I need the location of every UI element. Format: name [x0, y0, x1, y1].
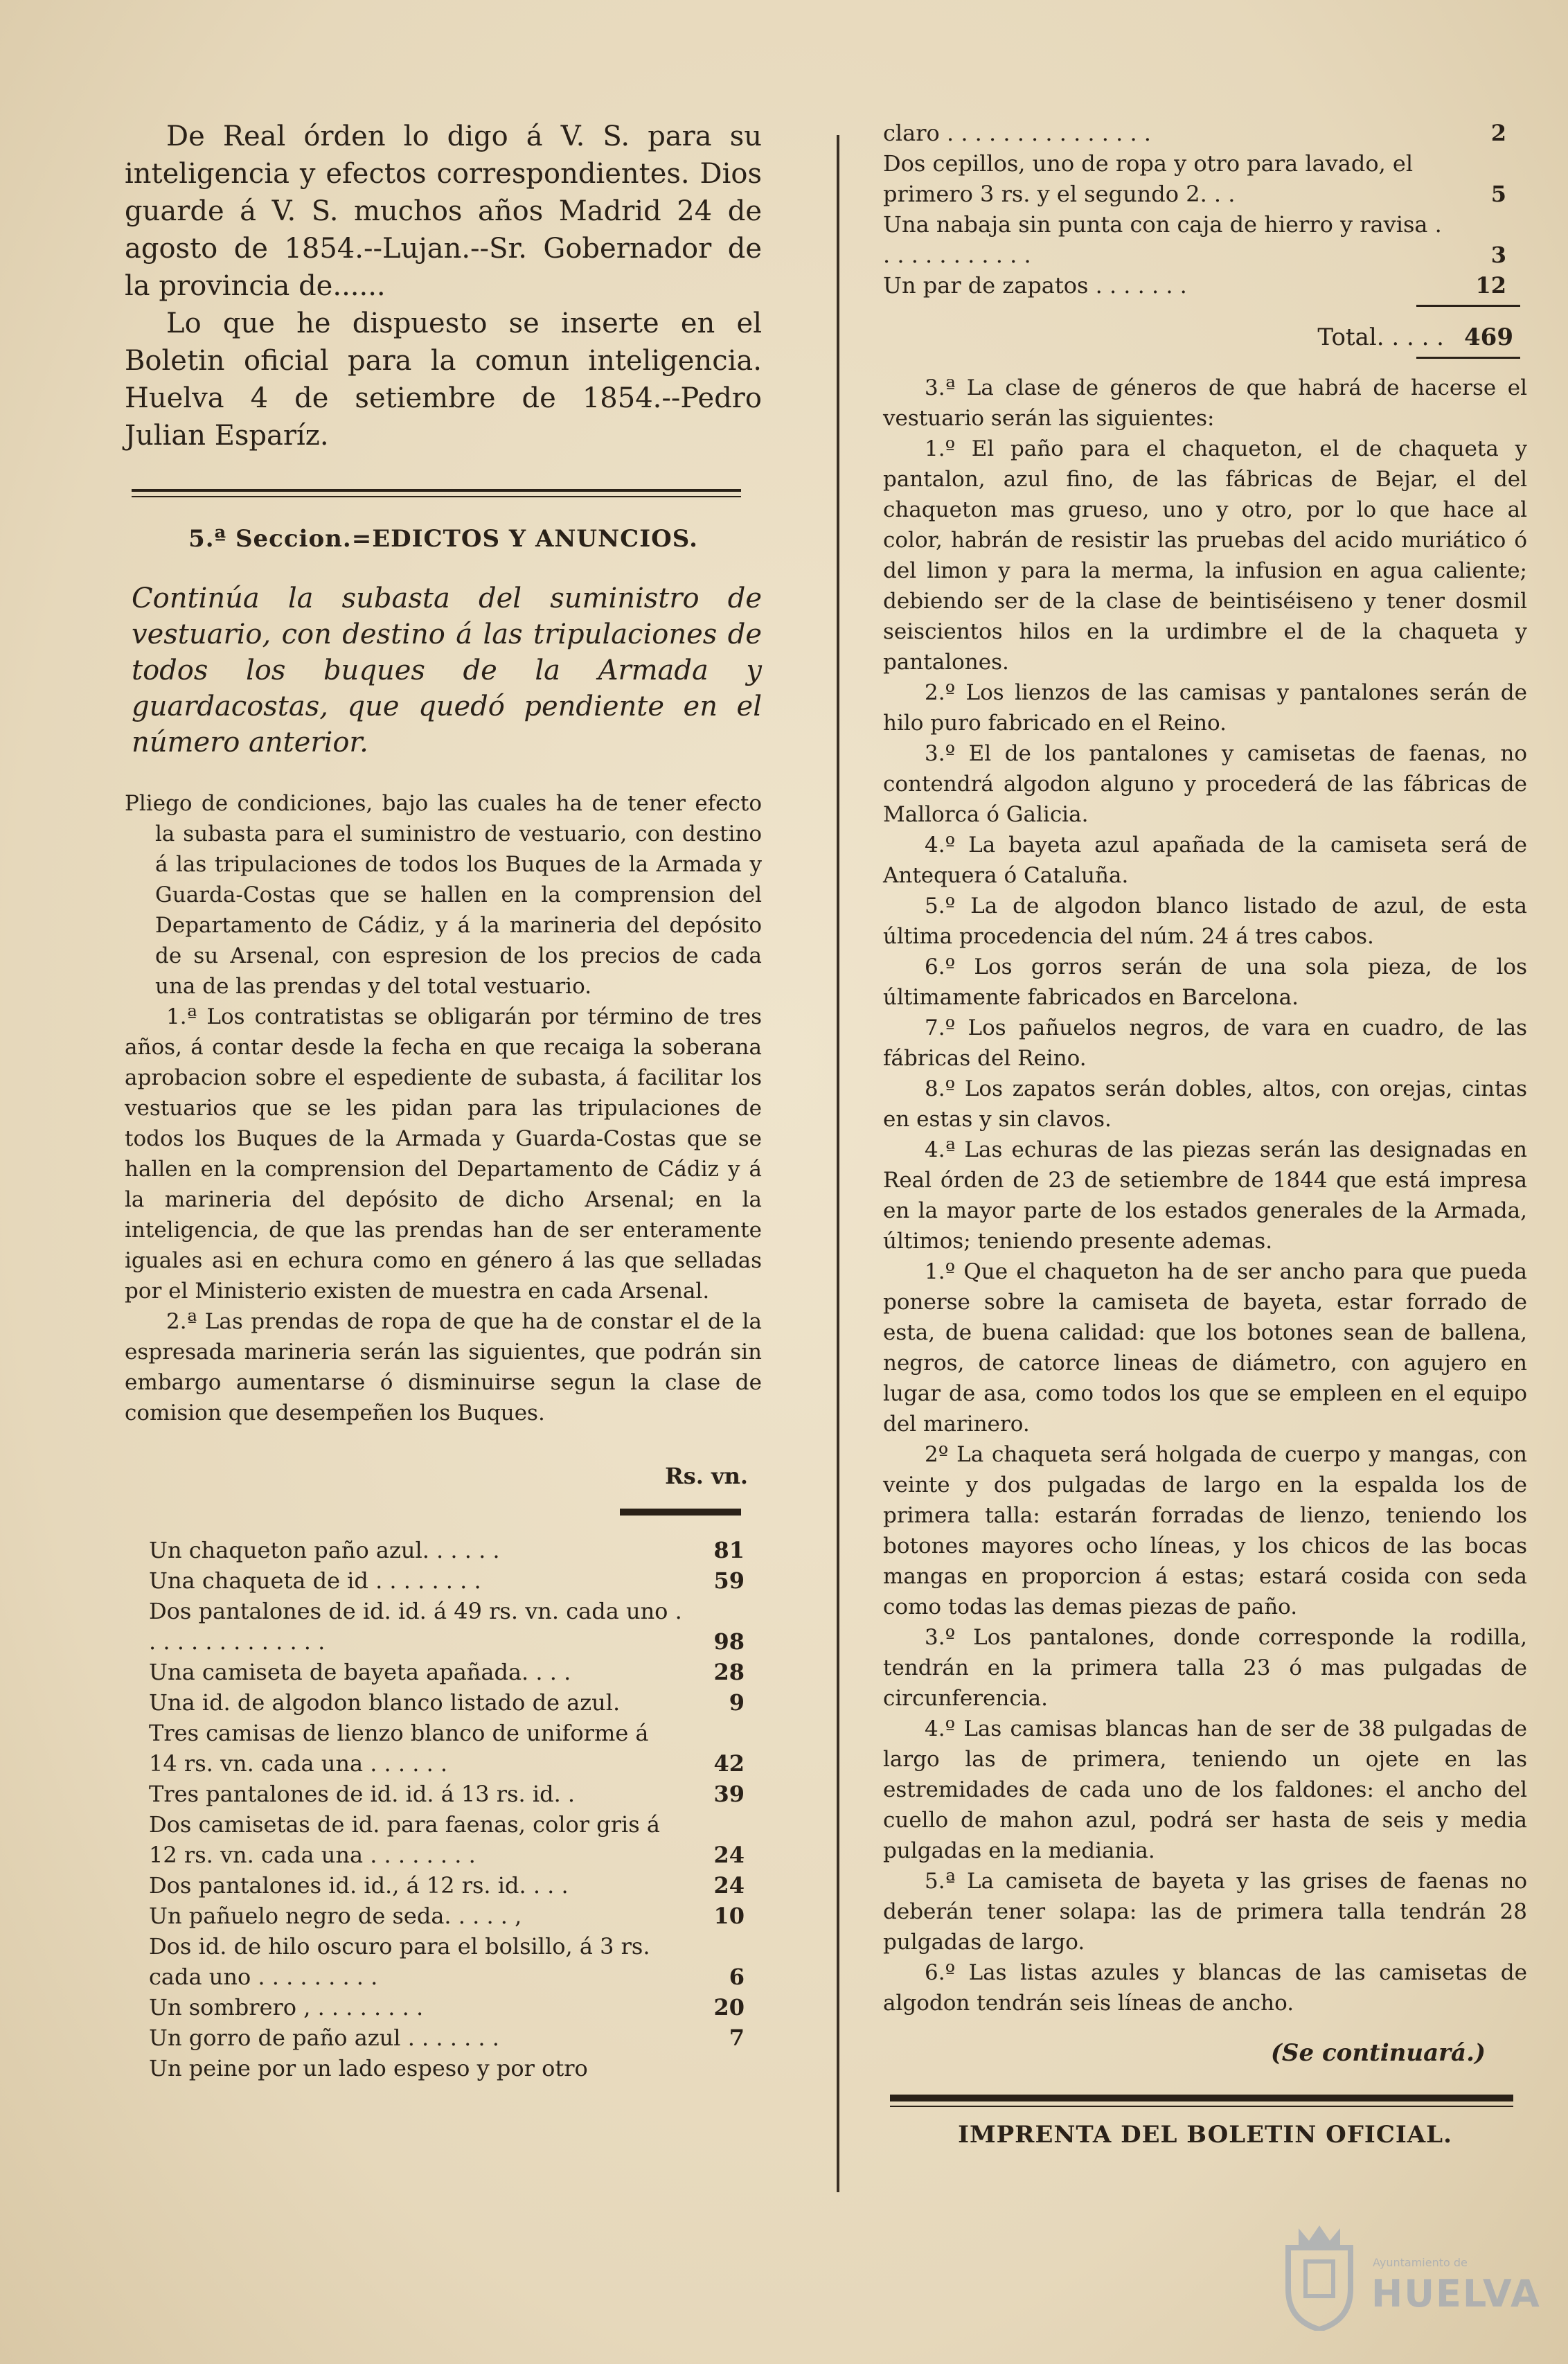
- item-label: Un chaqueton paño azul. . . . . .: [149, 1537, 500, 1563]
- item-value: 59: [713, 1567, 745, 1594]
- price-item: [149, 1931, 758, 1992]
- item-label: Dos cepillos, uno de ropa y otro para lavado, el primero 3 rs. y el segundo 2. . .: [883, 150, 1414, 207]
- conditions-left: [125, 788, 762, 1428]
- item-value: 3: [1490, 242, 1506, 268]
- condition-2: 2.ª Las prendas de ropa de que ha de constar el de la espresada marineria serán las siguientes, que podrán sin embargo aumentarse ó disminuirse segun la clase de comision que desempeñen los Buques.: [125, 1309, 762, 1425]
- section-separator: [132, 489, 741, 497]
- condition-4: 4.ª Las echuras de las piezas serán las designadas en Real órden de 23 de setiembre de 1844 que está impresa en la mayor parte de los estados generales de la Armada, últimos; teniendo presente ademas.: [883, 1137, 1527, 1254]
- item-value: 42: [713, 1750, 745, 1777]
- condition-1: 1.ª Los contratistas se obligarán por término de tres años, á contar desde la fecha en que recaiga la soberana aprobacion sobre el espediente de subasta, á facilitar los vestuarios que se les pidan para las tripulaciones de todos los Buques de la Armada y Guarda-Costas que se hallen en la comprension del Departamento de Cádiz y á la marineria del depósito de dicho Arsenal; en la inteligencia, de que las prendas han de ser enteramente iguales asi en echura como en género á las que selladas por el Ministerio existen de muestra en cada Arsenal.: [125, 1004, 762, 1304]
- archive-watermark: [1274, 2220, 1541, 2331]
- item-value: 9: [729, 1689, 745, 1716]
- item-value: 20: [713, 1994, 745, 2020]
- condition-4-item: 1.º Que el chaqueton ha de ser ancho para que pueda ponerse sobre la camiseta de bayeta, estar forrado de esta, de buena calidad: que los botones sean de ballena, negros, de catorce lineas de diámetro, con agujero en lugar de asa, como todos los que se empleen en el equipo del marinero.: [883, 1259, 1527, 1437]
- condition-3-item: 1.º El paño para el chaqueton, el de chaqueta y pantalon, azul fino, de las fábricas de Bejar, el del chaqueton mas grueso, uno y otro, por lo que hace al color, habrán de resistir las pruebas del acido muriático ó del limon y para la merma, la infusion en agua caliente; debiendo ser de la clase de beintiséiseno y tener dosmil seiscientos hilos en la urdimbre el de la chaqueta y pantalones.: [883, 436, 1527, 675]
- watermark-small-text: Ayuntamiento de: [1373, 2256, 1468, 2269]
- price-list-right: [883, 118, 1520, 301]
- price-item: [149, 2053, 758, 2083]
- price-item: [149, 1596, 758, 1657]
- item-label: Un peine por un lado espeso y por otro: [149, 2055, 588, 2081]
- price-item: [149, 1901, 758, 1931]
- watermark-name: HUELVA: [1371, 2272, 1541, 2316]
- item-value: 24: [713, 1842, 745, 1868]
- crest-icon: [1274, 2220, 1364, 2331]
- column-divider: [837, 135, 839, 2192]
- condition-3-item: 6.º Los gorros serán de una sola pieza, de los últimamente fabricados en Barcelona.: [883, 954, 1527, 1010]
- item-value: 12: [1475, 272, 1506, 299]
- item-value: 2: [1490, 120, 1506, 146]
- price-item: [883, 148, 1520, 209]
- item-value: 39: [713, 1781, 745, 1807]
- item-label: Una chaqueta de id . . . . . . . .: [149, 1567, 481, 1594]
- price-list-left: [149, 1535, 758, 2083]
- condition-3-item: 4.º La bayeta azul apañada de la camiseta será de Antequera ó Cataluña.: [883, 833, 1527, 888]
- item-label: claro . . . . . . . . . . . . . . .: [883, 120, 1151, 146]
- item-value: 10: [713, 1903, 745, 1929]
- price-item: [883, 270, 1520, 301]
- item-value: 7: [729, 2025, 745, 2051]
- condition-4-item: 6.º Las listas azules y blancas de las camisetas de algodon tendrán seis líneas de ancho.: [883, 1960, 1527, 2016]
- right-column: [883, 118, 1527, 2149]
- item-label: Un par de zapatos . . . . . . .: [883, 272, 1187, 299]
- item-label: Una camiseta de bayeta apañada. . . .: [149, 1659, 571, 1685]
- price-item: [149, 1992, 758, 2023]
- price-item: [883, 118, 1520, 148]
- condition-3-item: 3.º El de los pantalones y camisetas de faenas, no contendrá algodon alguno y procederá de las fábricas de Mallorca ó Galicia.: [883, 741, 1527, 827]
- item-label: Dos pantalones de id. id. á 49 rs. vn. cada uno . . . . . . . . . . . . . .: [149, 1598, 682, 1655]
- price-item: [149, 1809, 758, 1870]
- condition-3-item: 7.º Los pañuelos negros, de vara en cuadro, de las fábricas del Reino.: [883, 1015, 1527, 1071]
- total-rule-top: [1416, 305, 1520, 307]
- condition-3-item: 5.º La de algodon blanco listado de azul, de esta última procedencia del núm. 24 á tres cabos.: [883, 894, 1527, 949]
- condition-4-item: 3.º Los pantalones, donde corresponde la rodilla, tendrán en la primera talla 23 ó mas pulgadas de circunferencia.: [883, 1625, 1527, 1711]
- item-value: 28: [713, 1659, 745, 1685]
- intro-paragraph-2: Lo que he dispuesto se inserte en el Boletin oficial para la comun inteligencia. Huelva 4 de setiembre de 1854.--Pedro Julian Esparíz.: [125, 308, 762, 452]
- condition-3: 3.ª La clase de géneros de que habrá de hacerse el vestuario serán las siguientes:: [883, 375, 1527, 431]
- price-item: [149, 1718, 758, 1779]
- price-item: [149, 2023, 758, 2053]
- item-label: Un pañuelo negro de seda. . . . . ,: [149, 1903, 522, 1929]
- intro-block: [125, 118, 762, 454]
- conditions-right: [883, 373, 1527, 2018]
- item-label: Una id. de algodon blanco listado de azul.: [149, 1689, 621, 1716]
- left-column: [125, 118, 762, 2083]
- price-item: [149, 1687, 758, 1718]
- press-rule-thin: [890, 2106, 1513, 2107]
- pliego-paragraph: Pliego de condiciones, bajo las cuales ha de tener efecto la subasta para el suministro de vestuario, con destino á las tripulaciones de todos los Buques de la Armada y Guarda-Costas que se hallen en la comprension del Departamento de Cádiz, y á la marineria del depósito de su Arsenal, con espresion de los precios de cada una de las prendas y del total vestuario.: [125, 791, 762, 999]
- condition-3-item: 8.º Los zapatos serán dobles, altos, con orejas, cintas en estas y sin clavos.: [883, 1076, 1527, 1132]
- item-label: Un gorro de paño azul . . . . . . .: [149, 2025, 499, 2051]
- press-rule: [890, 2095, 1513, 2101]
- item-label: Dos camisetas de id. para faenas, color gris á 12 rs. vn. cada una . . . . . . . .: [149, 1811, 660, 1868]
- item-label: Un sombrero , . . . . . . . .: [149, 1994, 424, 2020]
- item-label: Dos id. de hilo oscuro para el bolsillo, á 3 rs. cada uno . . . . . . . . .: [149, 1933, 650, 1990]
- price-item: [883, 209, 1520, 270]
- item-value: 24: [713, 1872, 745, 1899]
- item-value: 5: [1490, 181, 1506, 207]
- condition-4-item: 2º La chaqueta será holgada de cuerpo y mangas, con veinte y dos pulgadas de largo en la espalda los de primera talla: estarán forradas de lienzo, teniendo los botones mayores ocho líneas, y los chicos de las bocas mangas en proporcion á estas; estará cosida con seda como todas las demas piezas de paño.: [883, 1442, 1527, 1619]
- price-item: [149, 1657, 758, 1687]
- item-label: Tres pantalones de id. id. á 13 rs. id. .: [149, 1781, 576, 1807]
- printer-imprint: IMPRENTA DEL BOLETIN OFICIAL.: [958, 2121, 1452, 2149]
- total-row: [883, 323, 1513, 351]
- item-value: 81: [713, 1537, 745, 1563]
- item-label: Tres camisas de lienzo blanco de uniforme á 14 rs. vn. cada una . . . . . .: [149, 1720, 649, 1777]
- condition-4-item: 5.ª La camiseta de bayeta y las grises de faenas no deberán tener solapa: las de primera talla tendrán 28 pulgadas de largo.: [883, 1869, 1527, 1955]
- item-value: 98: [713, 1628, 745, 1655]
- total-label: Total. . . . .: [1317, 323, 1444, 351]
- total-value: 469: [1464, 323, 1513, 351]
- total-rule-bottom: [1416, 357, 1520, 359]
- price-item: [149, 1870, 758, 1901]
- item-label: Dos pantalones id. id., á 12 rs. id. . . .: [149, 1872, 569, 1899]
- section-title: 5.ª Seccion.=EDICTOS Y ANUNCIOS.: [188, 525, 698, 553]
- condition-3-item: 2.º Los lienzos de las camisas y pantalones serán de hilo puro fabricado en el Reino.: [883, 680, 1527, 736]
- intro-paragraph-1: De Real órden lo digo á V. S. para su inteligencia y efectos correspondientes. Dios guarde á V. S. muchos años Madrid 24 de agosto de 1854.--Lujan.--Sr. Gobernador de la provincia de......: [125, 121, 762, 302]
- italic-heading: Continúa la subasta del suministro de vestuario, con destino á las tripulaciones de todos los buques de la Armada y guardacostas, que quedó pendiente en el número anterior.: [132, 583, 762, 758]
- item-label: Una nabaja sin punta con caja de hierro y ravisa . . . . . . . . . . . .: [883, 211, 1442, 268]
- item-value: 6: [729, 1964, 745, 1990]
- units-rule: [620, 1509, 741, 1516]
- to-be-continued: (Se continuará.): [1270, 2039, 1486, 2067]
- price-item: [149, 1565, 758, 1596]
- price-item: [149, 1535, 758, 1565]
- units-header: Rs. vn.: [665, 1463, 748, 1489]
- condition-4-item: 4.º Las camisas blancas han de ser de 38 pulgadas de largo las de primera, teniendo un ojete en las estremidades de cada uno de los faldones: el ancho del cuello de mahon azul, podrá ser hasta de seis y media pulgadas en la mediania.: [883, 1716, 1527, 1863]
- price-item: [149, 1779, 758, 1809]
